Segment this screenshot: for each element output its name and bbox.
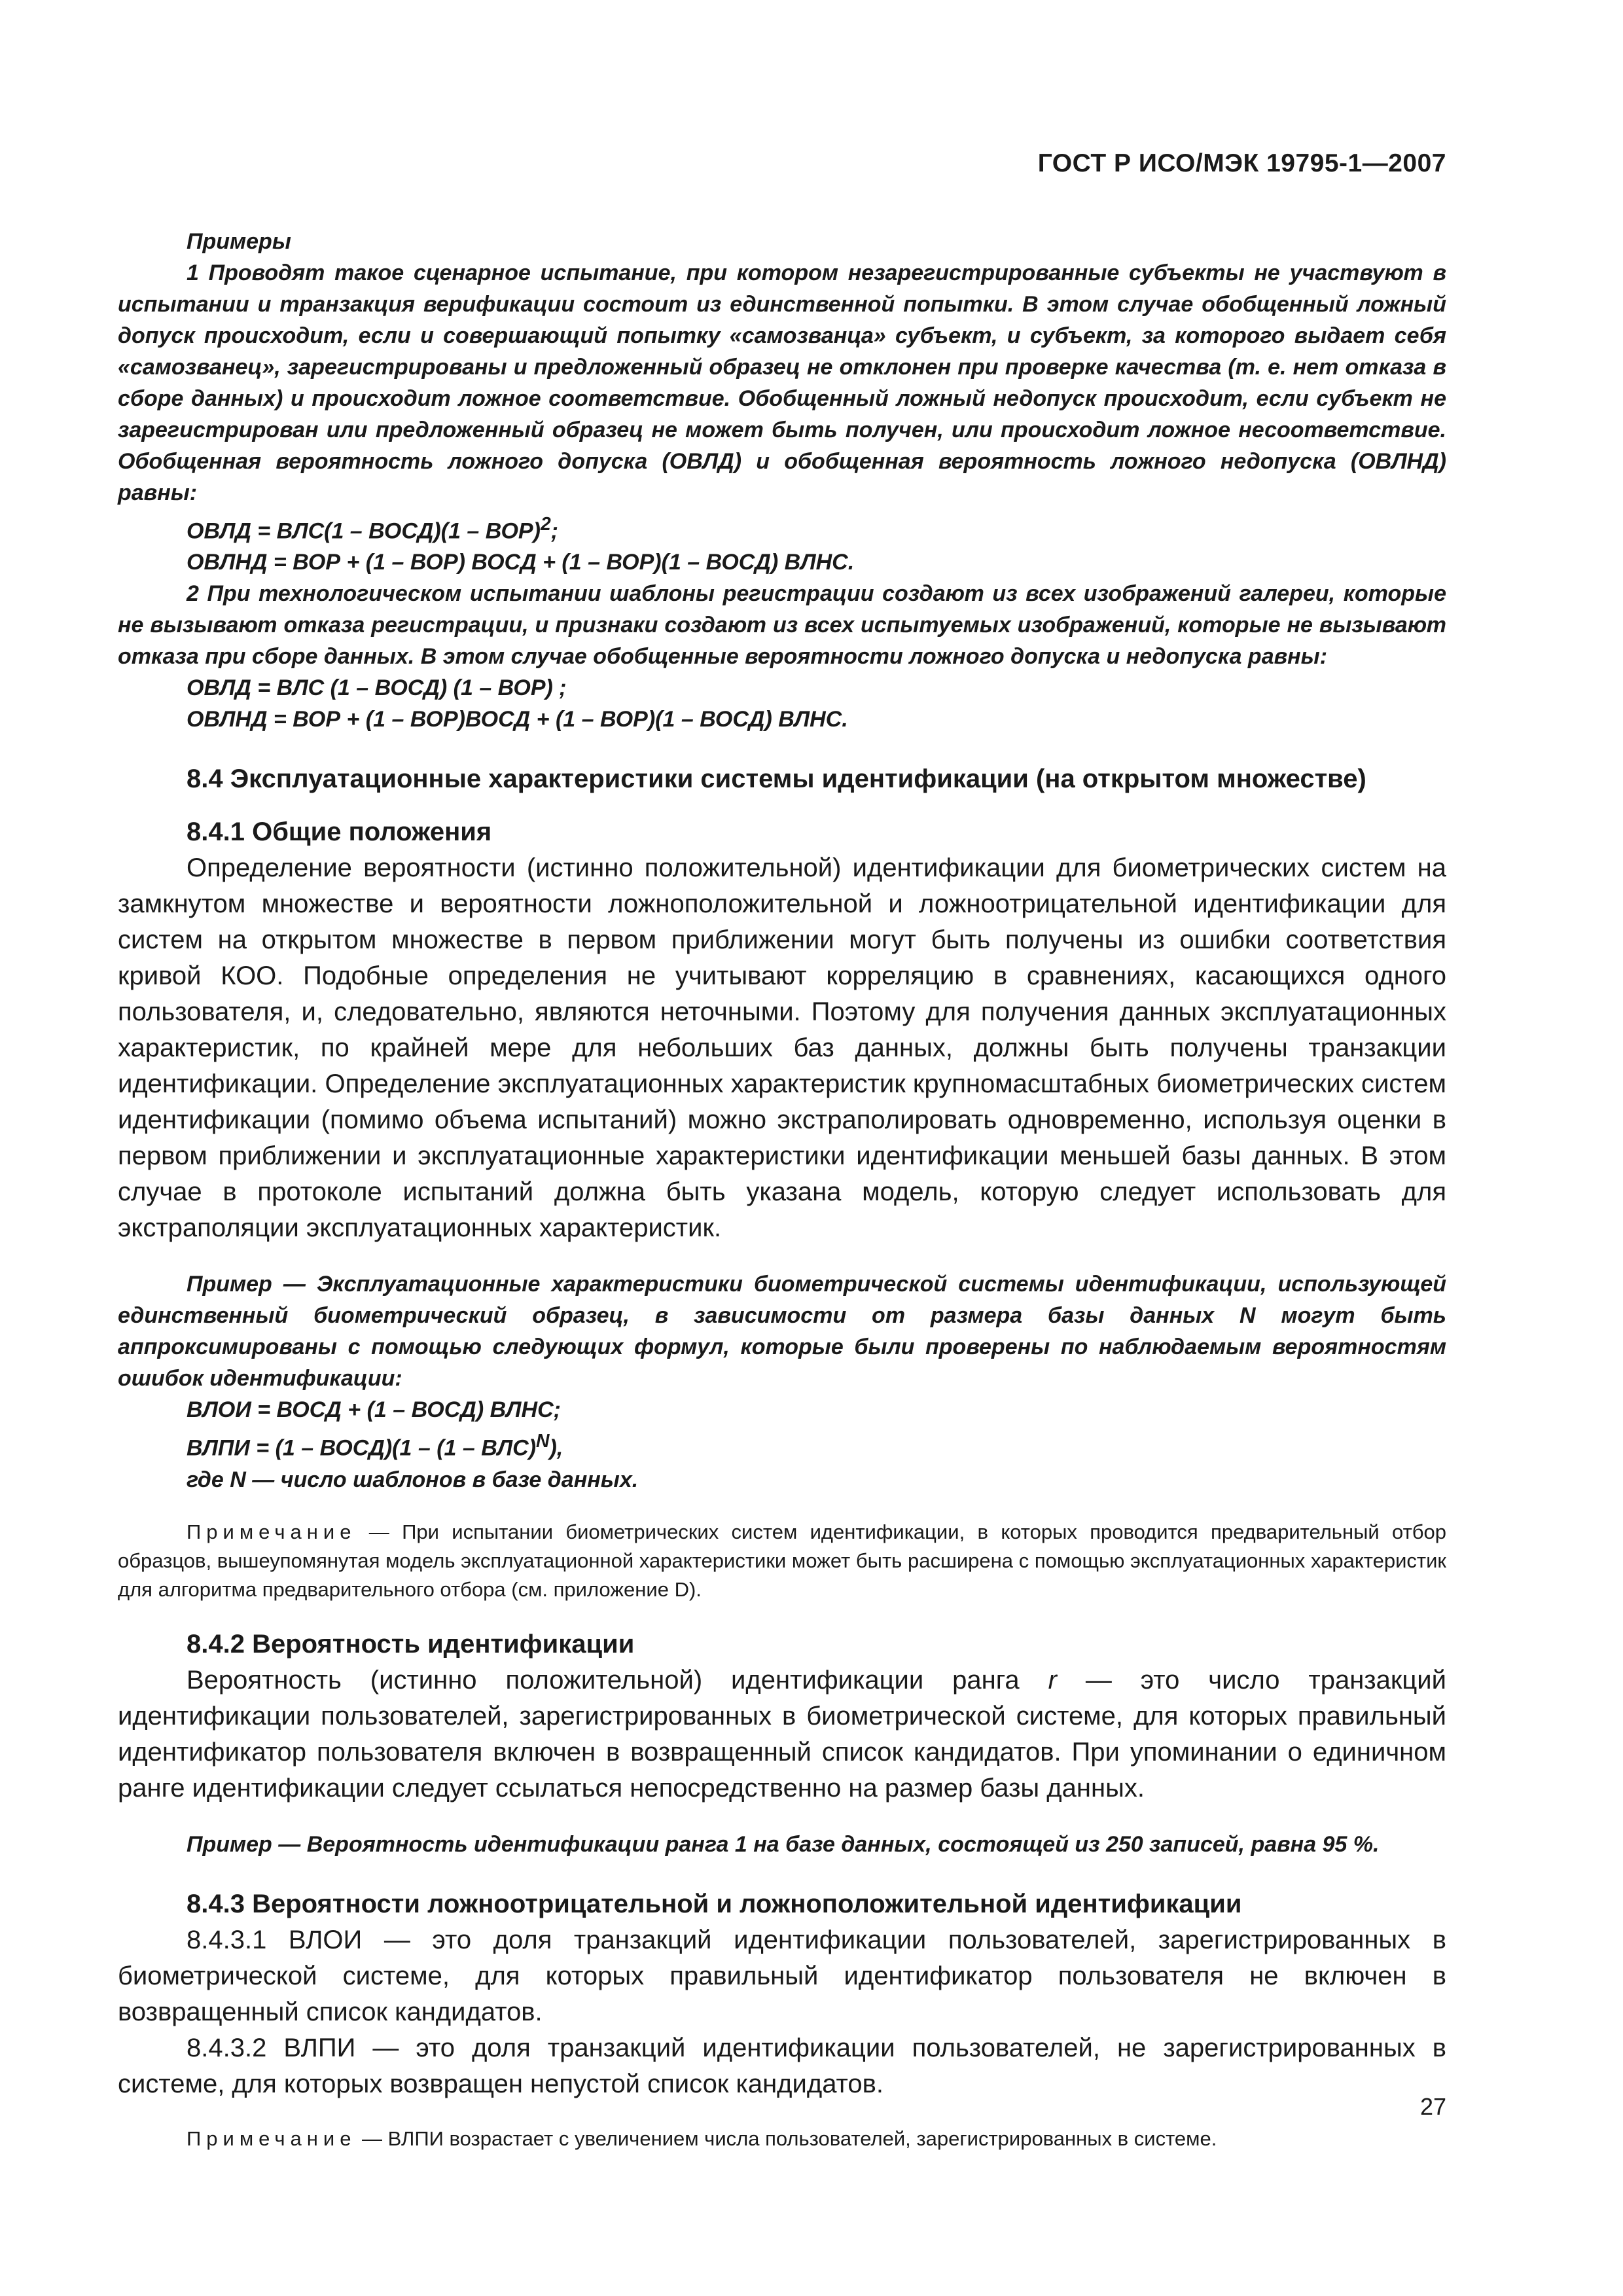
formula-vlpi: ВЛПИ = (1 – ВОСД)(1 – (1 – ВЛС)$^N$),: [187, 1431, 563, 1461]
section-8-4-1-note: Примечание — При испытании биометрических систем идентификации, в которых проводится предварительный отбор образцов, вышеупомянутая модель эксплуатационной характеристики может быть расширена с помощью эксплуатационных характеристик для алгоритма предварительного отбора (см. приложение D).: [118, 1520, 1446, 1601]
formula-ovld-1: ОВЛД = ВЛС(1 – ВОСД)(1 – ВОР)$^2$;: [187, 514, 559, 544]
section-8-4-3-note: Примечание — ВЛПИ возрастает с увеличением числа пользователей, зарегистрированных в системе.: [187, 2126, 1217, 2150]
section-8-4-heading: 8.4 Эксплуатационные характеристики системы идентификации (на открытом множестве): [187, 764, 1366, 794]
formula-vloi: ВЛОИ = ВОСД + (1 – ВОСД) ВЛНС;: [187, 1397, 561, 1423]
section-8-4-2-body: Вероятность (истинно положительной) идентификации ранга r — это число транзакций идентификации пользователей, зарегистрированных в биометрической системе, для которых правильный идентификатор пользователя включен в возвращенный список кандидатов. При упоминании о единичном ранге идентификации следует ссылаться непосредственно на размер базы данных.: [118, 1665, 1446, 1803]
example-1-text: 1 Проводят такое сценарное испытание, при котором незарегистрированные субъекты не участвуют в испытании и транзакция верификации состоит из единственной попытки. В этом случае обобщенный ложный допуск происходит, если и совершающий попытку «самозванца» субъект, и субъект, за которого выдает себя «самозванец», зарегистрированы и предложенный образец не отклонен при проверке качества (т. е. нет отказа в сборе данных) и происходит ложное соответствие. Обобщенный ложный недопуск происходит, если субъект не зарегистрирован или предложенный образец не может быть получен, или происходит ложное несоответствие. Обобщенная вероятность ложного допуска (ОВЛД) и обобщенная вероятность ложного недопуска (ОВЛНД) равны:: [118, 260, 1446, 505]
page-number: 27: [1419, 2093, 1446, 2120]
section-8-4-1-example: Пример — Эксплуатационные характеристики биометрической системы идентификации, использующей единственный биометрический образец, в зависимости от размера базы данных N могут быть аппроксимированы с помощью следующих формул, которые были проверены по наблюдаемым вероятностям ошибок идентификации:: [118, 1272, 1446, 1391]
examples-title: Примеры: [187, 229, 291, 254]
section-8-4-3-1-body: 8.4.3.1 ВЛОИ — это доля транзакций идентификации пользователей, зарегистрированных в биометрической системе, для которых правильный идентификатор пользователя не включен в возвращенный список кандидатов.: [118, 1925, 1446, 2026]
section-8-4-2-example: Пример — Вероятность идентификации ранга 1 на базе данных, состоящей из 250 записей, равна 95 %.: [187, 1831, 1380, 1857]
formula-where-n: где N — число шаблонов в базе данных.: [187, 1467, 639, 1492]
section-8-4-2-heading: 8.4.2 Вероятность идентификации: [187, 1629, 635, 1659]
section-8-4-1-heading: 8.4.1 Общие положения: [187, 817, 492, 847]
section-8-4-3-2-body: 8.4.3.2 ВЛПИ — это доля транзакций идентификации пользователей, не зарегистрированных в системе, для которых возвращен непустой список кандидатов.: [118, 2033, 1446, 2098]
formula-ovlnd-1: ОВЛНД = ВОР + (1 – ВОР) ВОСД + (1 – ВОР)(1 – ВОСД) ВЛНС.: [187, 550, 855, 575]
section-8-4-3-heading: 8.4.3 Вероятности ложноотрицательной и ложноположительной идентификации: [187, 1889, 1242, 1918]
example-2-text: 2 При технологическом испытании шаблоны регистрации создают из всех изображений галереи, которые не вызывают отказа регистрации, и признаки создают из всех испытуемых изображений, которые не вызывают отказа при сборе данных. В этом случае обобщенные вероятности ложного допуска и недопуска равны:: [118, 581, 1446, 670]
section-8-4-1-body: Определение вероятности (истинно положительной) идентификации для биометрических систем на замкнутом множестве и вероятности ложноположительной и ложноотрицательной идентификации для систем на открытом множестве в первом приближении могут быть получены из ошибки соответствия кривой КОО. Подобные определения не учитывают корреляцию в сравнениях, касающихся одного пользователя, и, следовательно, являются неточными. Поэтому для получения данных эксплуатационных характеристик, по крайней мере для небольших баз данных, должны быть получены транзакции идентификации. Определение эксплуатационных характеристик крупномасштабных биометрических систем идентификации (помимо объема испытаний) можно экстраполировать одновременно, используя оценки в первом приближении и эксплуатационные характеристики идентификации меньшей базы данных. В этом случае в протоколе испытаний должна быть указана модель, которую следует использовать для экстраполяции эксплуатационных характеристик.: [118, 853, 1446, 1243]
formula-ovld-2: ОВЛД = ВЛС (1 – ВОСД) (1 – ВОР) ;: [187, 675, 567, 701]
document-header: ГОСТ Р ИСО/МЭК 19795-1—2007: [1037, 149, 1446, 177]
formula-ovlnd-2: ОВЛНД = ВОР + (1 – ВОР)ВОСД + (1 – ВОР)(1 – ВОСД) ВЛНС.: [187, 707, 848, 732]
page-content: [118, 226, 1446, 2153]
examples-block: [118, 226, 1446, 735]
